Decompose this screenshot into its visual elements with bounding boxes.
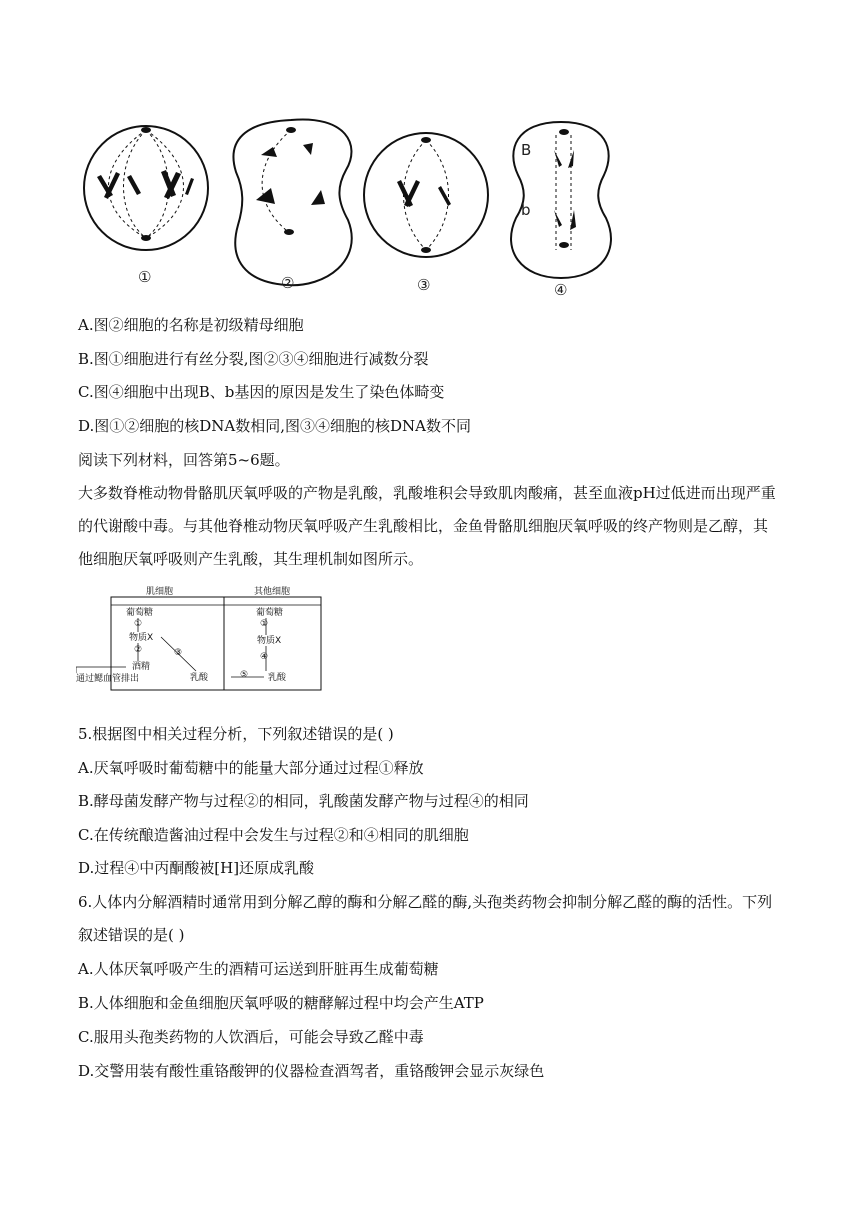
q4-option-d: D.图①②细胞的核DNA数相同,图③④细胞的核DNA数不同: [78, 417, 471, 435]
q5-option-b: B.酵母菌发酵产物与过程②的相同，乳酸菌发酵产物与过程④的相同: [78, 792, 529, 810]
q6-option-b: B.人体细胞和金鱼细胞厌氧呼吸的糖酵解过程中均会产生ATP: [78, 994, 484, 1012]
step-4: ④: [260, 652, 269, 662]
q6-option-d: D.交警用装有酸性重铬酸钾的仪器检查酒驾者，重铬酸钾会显示灰绿色: [78, 1062, 545, 1080]
figure-caption-1: ①: [138, 268, 152, 286]
step-1-right: ①: [260, 619, 269, 629]
substance-x-right: 物质X: [257, 636, 282, 646]
header-muscle-cell: 肌细胞: [146, 587, 174, 597]
step-2: ②: [134, 645, 143, 655]
step-5: ⑤: [240, 670, 249, 680]
gene-label-b-lower: b: [521, 201, 531, 219]
metabolism-diagram: [76, 585, 326, 695]
q5-option-a: A.厌氧呼吸时葡萄糖中的能量大部分通过过程①释放: [78, 759, 424, 777]
q6-option-a: A.人体厌氧呼吸产生的酒精可运送到肝脏再生成葡萄糖: [78, 960, 439, 978]
step-3: ③: [174, 648, 183, 658]
reading-intro: 阅读下列材料，回答第5~6题。: [78, 451, 290, 469]
q4-option-c: C.图④细胞中出现B、b基因的原因是发生了染色体畸变: [78, 383, 445, 401]
figure-caption-4: ④: [554, 281, 568, 299]
q4-option-a: A.图②细胞的名称是初级精母细胞: [78, 316, 304, 334]
q4-option-b: B.图①细胞进行有丝分裂,图②③④细胞进行减数分裂: [78, 350, 429, 368]
alcohol-label: 酒精: [132, 662, 151, 672]
q5-stem: 5.根据图中相关过程分析，下列叙述错误的是( ): [78, 725, 394, 743]
step-1-left: ①: [134, 619, 143, 629]
gene-label-b-upper: B: [521, 141, 532, 159]
glucose-left: 葡萄糖: [126, 608, 154, 618]
cell-division-figure: [76, 110, 636, 305]
figure-caption-3: ③: [417, 276, 431, 294]
glucose-right: 葡萄糖: [256, 608, 284, 618]
substance-x-left: 物质X: [129, 633, 154, 643]
header-other-cells: 其他细胞: [254, 587, 291, 597]
q5-option-d: D.过程④中丙酮酸被[H]还原成乳酸: [78, 859, 315, 877]
q6-option-c: C.服用头孢类药物的人饮酒后，可能会导致乙醛中毒: [78, 1028, 424, 1046]
lactic-right: 乳酸: [268, 673, 287, 683]
lactic-left: 乳酸: [190, 673, 209, 683]
excrete-label: 通过鳃血管排出: [76, 674, 140, 684]
material-paragraph: 大多数脊椎动物骨骼肌厌氧呼吸的产物是乳酸，乳酸堆积会导致肌肉酸痛，甚至血液pH过低进而出现严重的代谢酸中毒。与其他脊椎动物厌氧呼吸产生乳酸相比，金鱼骨骼肌细胞厌氧呼吸的终产物则是乙醇，其他细胞厌氧呼吸则产生乳酸，其生理机制如图所示。: [78, 484, 776, 568]
figure-caption-2: ②: [281, 274, 295, 292]
q6-stem: 6.人体内分解酒精时通常用到分解乙醇的酶和分解乙醛的酶,头孢类药物会抑制分解乙醛的酶的活性。下列叙述错误的是( ): [78, 893, 773, 944]
q5-option-c: C.在传统酿造酱油过程中会发生与过程②和④相同的肌细胞: [78, 826, 469, 844]
